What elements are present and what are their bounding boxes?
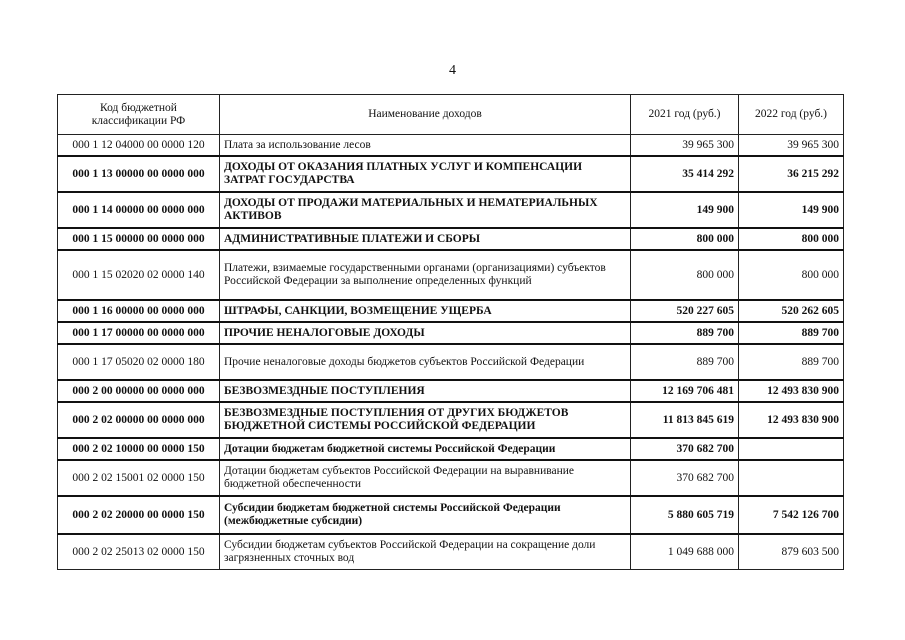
table-row <box>58 228 844 250</box>
cell-2021: 800 000 <box>631 228 739 250</box>
cell-code: 000 1 14 00000 00 0000 000 <box>58 192 220 228</box>
cell-2022: 520 262 605 <box>739 300 844 322</box>
table-header-row <box>58 95 844 135</box>
cell-name: ДОХОДЫ ОТ ОКАЗАНИЯ ПЛАТНЫХ УСЛУГ И КОМПЕНСАЦИИ ЗАТРАТ ГОСУДАРСТВА <box>220 156 631 192</box>
cell-code: 000 2 02 25013 02 0000 150 <box>58 534 220 570</box>
cell-2022: 889 700 <box>739 344 844 380</box>
cell-code: 000 1 17 05020 02 0000 180 <box>58 344 220 380</box>
cell-code: 000 2 00 00000 00 0000 000 <box>58 380 220 402</box>
cell-name: Субсидии бюджетам бюджетной системы Российской Федерации (межбюджетные субсидии) <box>220 496 631 534</box>
table-row <box>58 135 844 157</box>
cell-name: ДОХОДЫ ОТ ПРОДАЖИ МАТЕРИАЛЬНЫХ И НЕМАТЕРИАЛЬНЫХ АКТИВОВ <box>220 192 631 228</box>
cell-2022: 800 000 <box>739 228 844 250</box>
table-row <box>58 344 844 380</box>
cell-2021: 520 227 605 <box>631 300 739 322</box>
cell-code: 000 2 02 15001 02 0000 150 <box>58 460 220 496</box>
cell-code: 000 2 02 00000 00 0000 000 <box>58 402 220 438</box>
header-year-2021: 2021 год (руб.) <box>631 95 739 135</box>
cell-2021: 5 880 605 719 <box>631 496 739 534</box>
table-row <box>58 192 844 228</box>
cell-name: БЕЗВОЗМЕЗДНЫЕ ПОСТУПЛЕНИЯ <box>220 380 631 402</box>
cell-2022 <box>739 460 844 496</box>
cell-2021: 370 682 700 <box>631 460 739 496</box>
table-row <box>58 250 844 300</box>
cell-2021: 370 682 700 <box>631 438 739 460</box>
cell-name: Субсидии бюджетам субъектов Российской Федерации на сокращение доли загрязненных сточных вод <box>220 534 631 570</box>
cell-code: 000 1 17 00000 00 0000 000 <box>58 322 220 344</box>
cell-2021: 11 813 845 619 <box>631 402 739 438</box>
cell-code: 000 2 02 10000 00 0000 150 <box>58 438 220 460</box>
cell-name: Плата за использование лесов <box>220 135 631 157</box>
table-row <box>58 534 844 570</box>
cell-code: 000 2 02 20000 00 0000 150 <box>58 496 220 534</box>
cell-code: 000 1 12 04000 00 0000 120 <box>58 135 220 157</box>
cell-2022: 7 542 126 700 <box>739 496 844 534</box>
cell-2021: 800 000 <box>631 250 739 300</box>
table-row <box>58 496 844 534</box>
cell-2022 <box>739 438 844 460</box>
cell-2022: 889 700 <box>739 322 844 344</box>
cell-2022: 12 493 830 900 <box>739 380 844 402</box>
header-name: Наименование доходов <box>220 95 631 135</box>
cell-2021: 889 700 <box>631 322 739 344</box>
cell-2021: 12 169 706 481 <box>631 380 739 402</box>
cell-2022: 36 215 292 <box>739 156 844 192</box>
table-row <box>58 460 844 496</box>
cell-2022: 39 965 300 <box>739 135 844 157</box>
page-number: 4 <box>449 63 456 78</box>
table-row <box>58 300 844 322</box>
cell-name: Прочие неналоговые доходы бюджетов субъектов Российской Федерации <box>220 344 631 380</box>
table-row <box>58 322 844 344</box>
cell-code: 000 1 13 00000 00 0000 000 <box>58 156 220 192</box>
cell-code: 000 1 15 00000 00 0000 000 <box>58 228 220 250</box>
cell-2022: 879 603 500 <box>739 534 844 570</box>
revenue-table <box>57 94 844 570</box>
cell-2021: 149 900 <box>631 192 739 228</box>
cell-2021: 39 965 300 <box>631 135 739 157</box>
table-row <box>58 402 844 438</box>
table-row <box>58 156 844 192</box>
cell-2022: 12 493 830 900 <box>739 402 844 438</box>
cell-code: 000 1 15 02020 02 0000 140 <box>58 250 220 300</box>
table-row <box>58 380 844 402</box>
cell-2022: 800 000 <box>739 250 844 300</box>
cell-name: Дотации бюджетам бюджетной системы Российской Федерации <box>220 438 631 460</box>
header-code: Код бюджетной классификации РФ <box>58 95 220 135</box>
cell-name: БЕЗВОЗМЕЗДНЫЕ ПОСТУПЛЕНИЯ ОТ ДРУГИХ БЮДЖЕТОВ БЮДЖЕТНОЙ СИСТЕМЫ РОССИЙСКОЙ ФЕДЕРАЦИИ <box>220 402 631 438</box>
header-year-2022: 2022 год (руб.) <box>739 95 844 135</box>
cell-2021: 889 700 <box>631 344 739 380</box>
cell-name: ШТРАФЫ, САНКЦИИ, ВОЗМЕЩЕНИЕ УЩЕРБА <box>220 300 631 322</box>
cell-2021: 35 414 292 <box>631 156 739 192</box>
table-row <box>58 438 844 460</box>
cell-name: Платежи, взимаемые государственными органами (организациями) субъектов Российской Федерации за выполнение определенных функций <box>220 250 631 300</box>
cell-2022: 149 900 <box>739 192 844 228</box>
cell-2021: 1 049 688 000 <box>631 534 739 570</box>
cell-name: ПРОЧИЕ НЕНАЛОГОВЫЕ ДОХОДЫ <box>220 322 631 344</box>
cell-code: 000 1 16 00000 00 0000 000 <box>58 300 220 322</box>
cell-name: АДМИНИСТРАТИВНЫЕ ПЛАТЕЖИ И СБОРЫ <box>220 228 631 250</box>
cell-name: Дотации бюджетам субъектов Российской Федерации на выравнивание бюджетной обеспеченности <box>220 460 631 496</box>
